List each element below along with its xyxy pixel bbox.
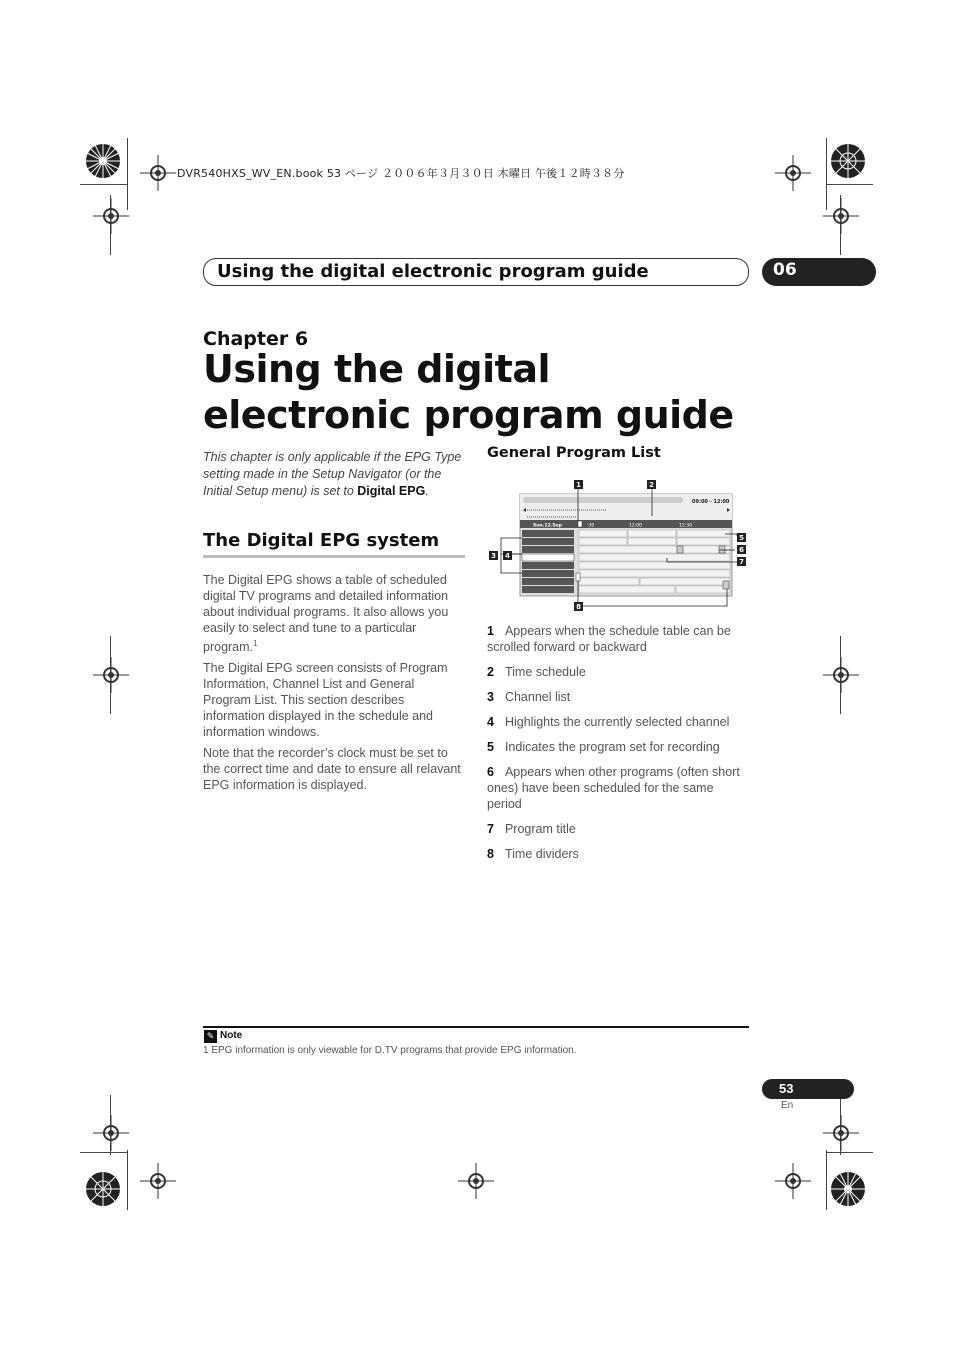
time-range-label: 09:00 - 12:00 xyxy=(692,499,730,505)
intro-text: This chapter is only applicable if the EPG Type setting made in the Setup Navigator (or the Initial Setup menu) is set to xyxy=(203,450,462,498)
callout-1: 1 xyxy=(576,481,581,489)
list-item xyxy=(487,689,749,705)
program-list-title: General Program List xyxy=(487,445,661,461)
list-item xyxy=(487,623,749,655)
item-text: Program title xyxy=(504,822,576,836)
paragraph-text: The Digital EPG shows a table of scheduled digital TV programs and detailed information about individual programs. It also allows you easily to select and tune to a particular program. xyxy=(203,573,449,655)
intro-paragraph xyxy=(203,449,467,500)
registration-wheel-icon xyxy=(829,142,867,180)
callout-8: 8 xyxy=(576,603,581,611)
crosshair-icon xyxy=(93,657,129,693)
section-rule xyxy=(203,555,465,558)
registration-wheel-icon xyxy=(84,142,122,180)
list-item xyxy=(487,739,749,755)
callout-3: 3 xyxy=(491,552,496,560)
item-number: 4 xyxy=(487,715,494,729)
section-body xyxy=(203,572,465,798)
crosshair-icon xyxy=(140,1163,176,1199)
list-item xyxy=(487,714,749,730)
time-label-2: 12:30 xyxy=(679,523,692,529)
intro-end: . xyxy=(425,484,429,498)
chapter-number: 06 xyxy=(773,260,797,280)
item-text: Highlights the currently selected channel xyxy=(504,715,730,729)
paragraph: Note that the recorder’s clock must be set to the correct time and date to ensure all relavant EPG information is displayed. xyxy=(203,746,461,793)
section-title: The Digital EPG system xyxy=(203,530,440,551)
callout-6: 6 xyxy=(739,546,744,554)
crosshair-icon xyxy=(93,198,129,234)
callout-5: 5 xyxy=(739,534,744,542)
page-title: Using the digital electronic program guide xyxy=(203,347,734,437)
item-number: 7 xyxy=(487,822,494,836)
chapter-label: Chapter 6 xyxy=(203,328,309,350)
footnote-ref: 1 xyxy=(253,639,258,648)
registration-wheel-icon xyxy=(829,1170,867,1208)
item-number: 5 xyxy=(487,740,494,754)
epg-screen-diagram xyxy=(487,476,752,612)
item-number: 2 xyxy=(487,665,494,679)
callout-7: 7 xyxy=(739,558,744,566)
item-text: Indicates the program set for recording xyxy=(504,740,720,754)
crosshair-icon xyxy=(823,1115,859,1151)
list-item xyxy=(487,664,749,680)
legend-list xyxy=(487,623,749,871)
pencil-icon: ✎ xyxy=(204,1030,217,1043)
list-item xyxy=(487,821,749,837)
file-info: DVR540HXS_WV_EN.book 53 ページ ２００６年３月３０日 木曜日 午後１２時３８分 xyxy=(177,167,625,180)
registration-wheel-icon xyxy=(84,1170,122,1208)
footnote: 1 EPG information is only viewable for D.TV programs that provide EPG information. xyxy=(203,1045,577,1056)
date-label: Sun.12.Sep xyxy=(533,523,562,529)
time-label-0: :30 xyxy=(587,523,595,529)
item-number: 8 xyxy=(487,847,494,861)
item-text: Time dividers xyxy=(504,847,579,861)
header-title: Using the digital electronic program guide xyxy=(217,261,649,282)
item-text: Appears when the schedule table can be scrolled forward or backward xyxy=(487,624,731,654)
crosshair-icon xyxy=(140,155,176,191)
item-number: 3 xyxy=(487,690,494,704)
crosshair-icon xyxy=(775,1163,811,1199)
paragraph xyxy=(203,572,465,655)
intro-emphasis: Digital EPG xyxy=(357,484,426,498)
note-label: Note xyxy=(220,1030,243,1041)
time-label-1: 12:00 xyxy=(629,523,642,529)
paragraph: The Digital EPG screen consists of Program Information, Channel List and General Program List. This section describes information displayed in the schedule and information windows. xyxy=(203,661,448,740)
crosshair-icon xyxy=(823,657,859,693)
page-number: 53 xyxy=(779,1081,794,1096)
item-text: Time schedule xyxy=(504,665,586,679)
item-number: 6 xyxy=(487,765,494,779)
page-language: En xyxy=(781,1100,794,1111)
page-number-tab xyxy=(762,1079,854,1099)
item-number: 1 xyxy=(487,624,494,638)
list-item xyxy=(487,846,749,862)
item-text: Channel list xyxy=(504,690,571,704)
crosshair-icon xyxy=(823,198,859,234)
crosshair-icon xyxy=(458,1163,494,1199)
list-item xyxy=(487,764,749,812)
crosshair-icon xyxy=(93,1115,129,1151)
note-rule xyxy=(203,1026,749,1028)
callout-2: 2 xyxy=(649,481,654,489)
item-text: Appears when other programs (often short ones) have been scheduled for the same period xyxy=(487,765,740,811)
callout-4: 4 xyxy=(505,552,510,560)
crosshair-icon xyxy=(775,155,811,191)
